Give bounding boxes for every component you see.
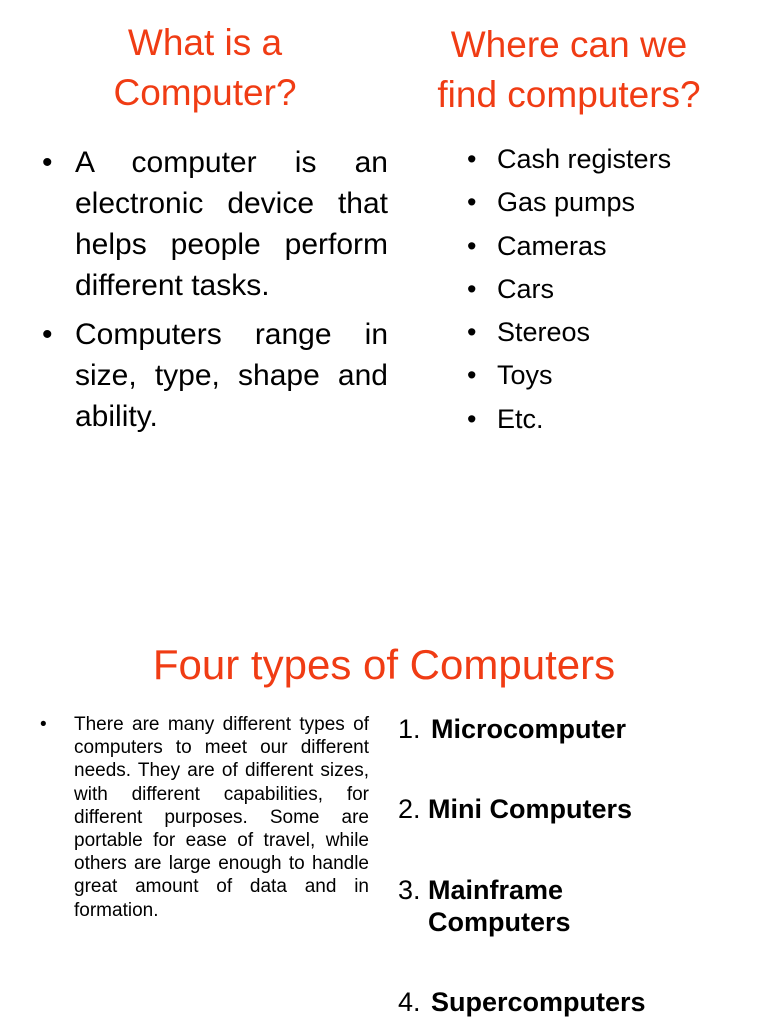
bullet-text: A computer is an electronic device that helps people perform different tasks. bbox=[75, 146, 388, 302]
bullet-icon: • bbox=[467, 360, 477, 391]
item-number: 4. bbox=[398, 987, 421, 1017]
computer-types-description bbox=[40, 713, 369, 922]
bullet-icon: • bbox=[42, 318, 53, 351]
bullet-icon: • bbox=[467, 144, 477, 174]
item-number: 1. bbox=[398, 714, 421, 744]
bullet-icon: • bbox=[42, 146, 53, 179]
computer-locations-list bbox=[465, 138, 755, 441]
title-what-is-a-computer: What is a Computer? bbox=[113, 22, 297, 113]
list-item bbox=[465, 311, 755, 354]
list-item bbox=[40, 314, 388, 437]
list-item bbox=[40, 142, 388, 306]
bullet-text: Computers range in size, type, shape and ability. bbox=[75, 318, 388, 433]
item-name: Mainframe Computers bbox=[428, 875, 571, 937]
bullet-icon: • bbox=[467, 403, 477, 434]
bullet-text: Cameras bbox=[497, 230, 607, 261]
bullet-icon: • bbox=[467, 273, 477, 304]
bullet-text: Cars bbox=[497, 273, 555, 304]
paragraph-text: There are many different types of computers to meet our different needs. They are of different sizes, with different capabilities, for different purposes. Some are portable for ease of travel, while others are large enough to handle great amount of data and in formation. bbox=[74, 714, 369, 921]
bullet-icon: • bbox=[467, 187, 477, 218]
list-item bbox=[465, 138, 755, 181]
title-where-can-we-find-computers: Where can we find computers? bbox=[437, 24, 701, 115]
bullet-icon: • bbox=[467, 317, 477, 348]
bullet-text: Gas pumps bbox=[497, 187, 636, 218]
list-item bbox=[465, 354, 755, 397]
bullet-text: Toys bbox=[497, 360, 553, 391]
list-item bbox=[465, 268, 755, 311]
title-four-types-of-computers: Four types of Computers bbox=[152, 641, 616, 688]
list-item bbox=[465, 398, 755, 441]
computer-definition-list bbox=[40, 142, 388, 445]
bullet-text: Stereos bbox=[497, 317, 591, 348]
bullet-icon: • bbox=[467, 230, 477, 261]
list-item bbox=[465, 181, 755, 224]
bullet-text: Cash registers bbox=[497, 144, 672, 174]
list-item bbox=[465, 225, 755, 268]
item-number: 2. bbox=[398, 794, 421, 824]
item-number: 3. bbox=[398, 875, 421, 905]
bullet-icon: • bbox=[40, 714, 47, 735]
item-name: Microcomputer bbox=[431, 714, 627, 744]
bullet-text: Etc. bbox=[497, 403, 544, 434]
item-name: Mini Computers bbox=[428, 794, 633, 824]
item-name: Supercomputers bbox=[431, 987, 646, 1017]
